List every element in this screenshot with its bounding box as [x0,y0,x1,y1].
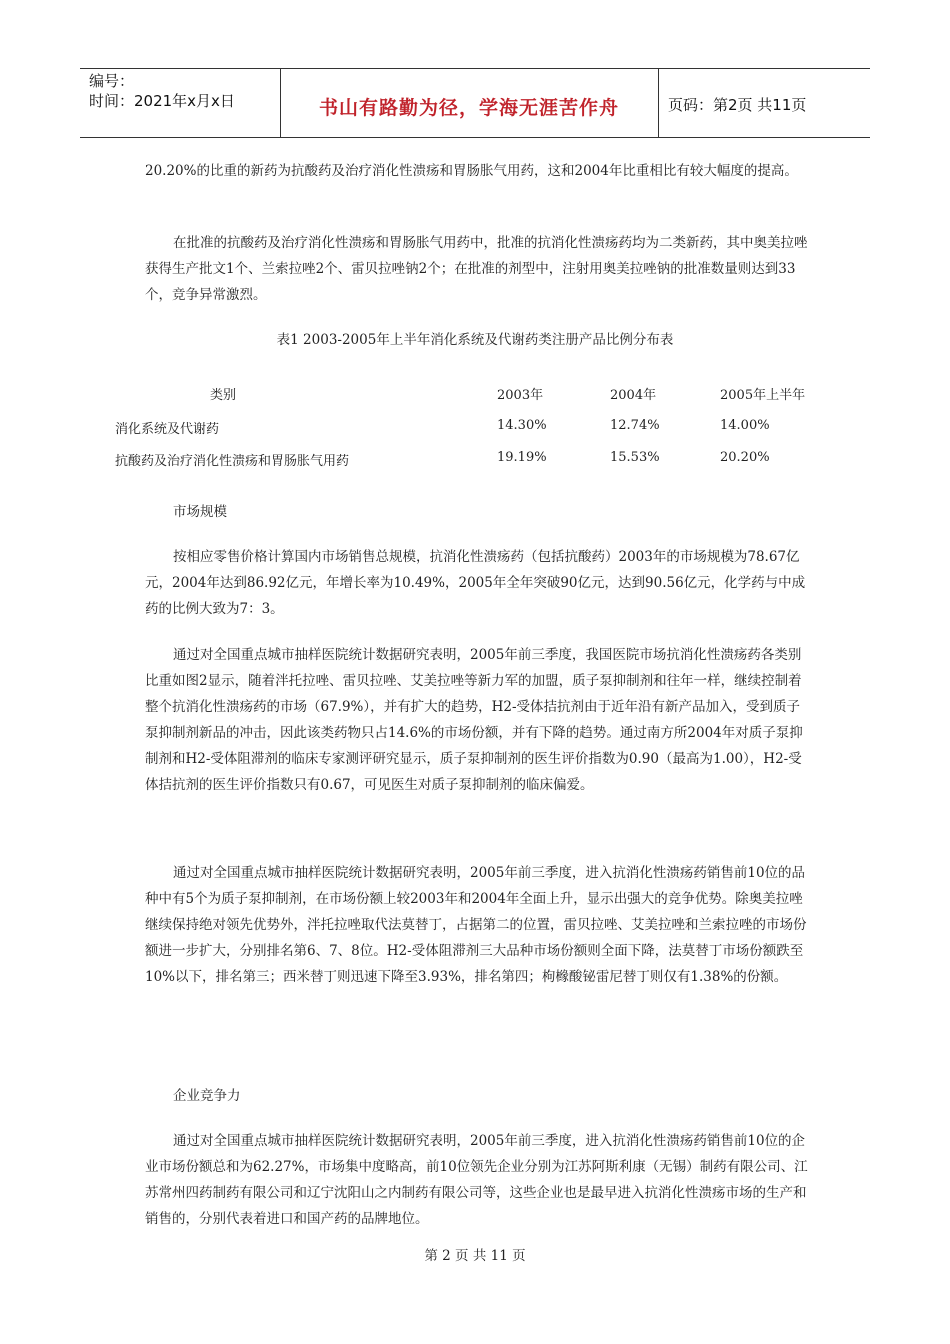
header-page-number: 页码：第2页 共11页 [668,96,807,114]
table-cell: 14.00% [720,418,770,433]
header-motto: 书山有路勤为径，学海无涯苦作舟 [318,97,619,119]
table-row [115,450,835,474]
paragraph-market-size: 按相应零售价格计算国内市场销售总规模，抗消化性溃疡药（包括抗酸药）2003年的市场规模为78.67亿元，2004年达到86.92亿元，年增长率为10.49%，2005年全年突破90亿元，达到90.56亿元，化学药与中成药的比例大致为7：3。 [145,549,806,617]
document-date: 时间：2021年x月x日 [89,92,235,110]
table-row [115,418,835,442]
header-meta [89,71,235,111]
page-footer: 第 2 页 共 11 页 [424,1248,526,1264]
table-cell: 19.19% [497,450,547,465]
table-header-cell: 2003年 [497,388,544,403]
paragraph-hospital-market: 通过对全国重点城市抽样医院统计数据研究表明，2005年前三季度，我国医院市场抗消化性溃疡药各类别比重如图2显示，随着泮托拉唑、雷贝拉唑、艾美拉唑等新力军的加盟，质子泵抑制剂和往年一样，继续控制着整个抗消化性溃疡药的市场（67.9%），并有扩大的趋势，H2-受体拮抗剂由于近年沿有新产品加入，受到质子泵抑制剂新品的冲击，因此该类药物只占14.6%的市场份额，并有下降的趋势。通过南方所2004年对质子泵抑制剂和H2-受体阻滞剂的临床专家测评研究显示，质子泵抑制剂的医生评价指数为0.90（最高为1.00），H2-受体拮抗剂的医生评价指数只有0.67，可见医生对质子泵抑制剂的临床偏爱。 [145,647,803,793]
header-divider [658,69,659,137]
page-header [80,68,870,138]
paragraph-intro: 20.20%的比重的新药为抗酸药及治疗消化性溃疡和胃肠胀气用药，这和2004年比重相比有较大幅度的提高。 [145,163,798,179]
table-caption: 表1 2003-2005年上半年消化系统及代谢药类注册产品比例分布表 [276,332,674,348]
table-cell: 12.74% [610,418,660,433]
table-cell: 消化系统及代谢药 [115,422,220,437]
section-heading-company: 企业竞争力 [173,1088,241,1104]
paragraph-approvals: 在批准的抗酸药及治疗消化性溃疡和胃肠胀气用药中，批准的抗消化性溃疡药均为二类新药，其中奥美拉唑获得生产批文1个、兰索拉唑2个、雷贝拉唑钠2个；在批准的剂型中，注射用奥美拉唑钠的批准数量则达到33个，竞争异常激烈。 [145,235,808,303]
document-number: 编号： [89,72,135,90]
table-header-cell: 类别 [210,388,237,403]
section-heading-market: 市场规模 [173,504,227,520]
table-cell: 14.30% [497,418,547,433]
table-header-cell: 2005年上半年 [720,388,806,403]
table-cell: 抗酸药及治疗消化性溃疡和胃肠胀气用药 [115,454,350,469]
table-cell: 15.53% [610,450,660,465]
paragraph-top-products: 通过对全国重点城市抽样医院统计数据研究表明，2005年前三季度，进入抗消化性溃疡药销售前10位的品种中有5个为质子泵抑制剂，在市场份额上较2003年和2004年全面上升，显示出强大的竞争优势。除奥美拉唑继续保持绝对领先优势外，泮托拉唑取代法莫替丁，占据第二的位置，雷贝拉唑、艾美拉唑和兰索拉唑的市场份额进一步扩大，分别排名第6、7、8位。H2-受体阻滞剂三大品种市场份额则全面下降，法莫替丁市场份额跌至10%以下，排名第三；西米替丁则迅速下降至3.93%，排名第四；枸橼酸铋雷尼替丁则仅有1.38%的份额。 [145,865,807,985]
table-header-cell: 2004年 [610,388,657,403]
table-cell: 20.20% [720,450,770,465]
paragraph-company: 通过对全国重点城市抽样医院统计数据研究表明，2005年前三季度，进入抗消化性溃疡药销售前10位的企业市场份额总和为62.27%，市场集中度略高，前10位领先企业分别为江苏阿斯利康（无锡）制药有限公司、江苏常州四药制药有限公司和辽宁沈阳山之内制药有限公司等，这些企业也是最早进入抗消化性溃疡市场的生产和销售的，分别代表着进口和国产药的品牌地位。 [145,1133,808,1227]
table-header-row [115,384,835,408]
